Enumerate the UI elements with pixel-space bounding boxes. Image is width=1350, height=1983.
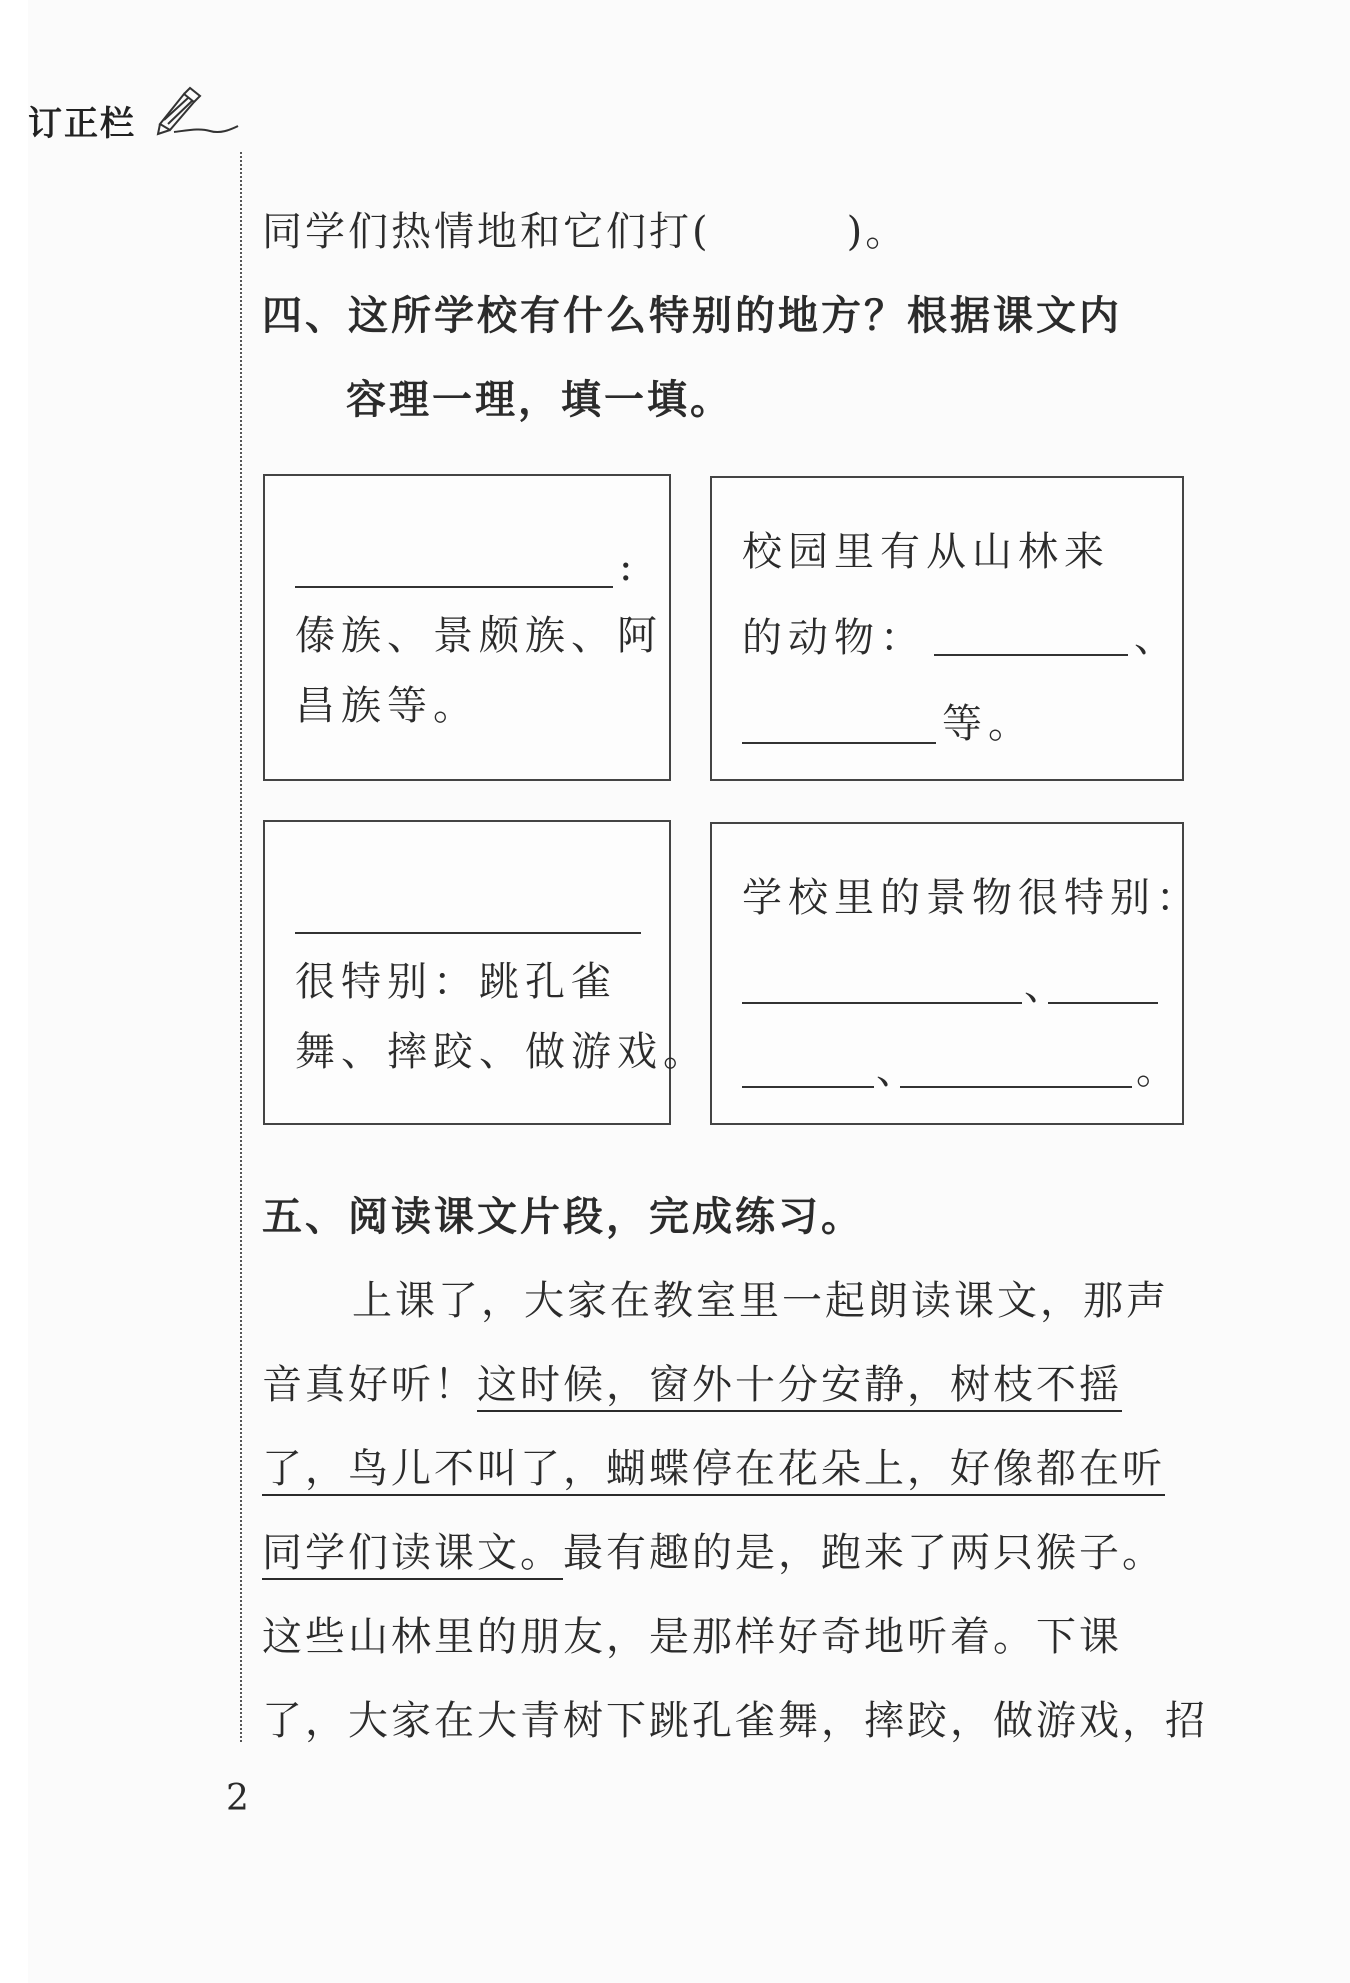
passage-line [262, 1511, 1192, 1595]
answer-blank[interactable] [1048, 1002, 1158, 1004]
info-box-ethnic-groups [263, 474, 671, 781]
box3-line3: 舞、摔跤、做游戏。 [295, 1029, 709, 1075]
section5-heading: 五、阅读课文片段，完成练习。 [262, 1194, 864, 1240]
section5 [262, 1175, 1208, 1763]
margin-dotted-divider [240, 152, 242, 1742]
answer-blank[interactable] [742, 742, 936, 744]
answer-blank[interactable] [742, 1086, 874, 1088]
answer-blank[interactable] [295, 932, 641, 934]
passage-line [262, 1343, 1192, 1427]
box2-line2: 的动物： [742, 615, 926, 661]
page-edge [0, 0, 28, 1983]
passage-text: 最有趣的是，跑来了两只猴子。 [563, 1530, 1165, 1576]
passage-line [262, 1427, 1192, 1511]
box1-line2: 傣族、景颇族、阿 [295, 613, 663, 659]
box1-line3: 昌族等。 [295, 683, 479, 729]
worksheet-content [262, 190, 1192, 442]
underlined-sentence: 这时候，窗外十分安静，树枝不摇 [477, 1362, 1122, 1408]
info-box-animals [710, 476, 1184, 781]
pencil-icon [150, 84, 240, 136]
box4-line1: 学校里的景物很特别： [742, 875, 1202, 921]
box1-colon: : [619, 544, 639, 590]
box2-end: 等。 [942, 701, 1034, 747]
box4-sep1: 、 [1024, 963, 1070, 1009]
passage-line: 了，大家在大青树下跳孔雀舞，摔跤，做游戏，招 [262, 1698, 1208, 1744]
fill-in-text-after: )。 [846, 209, 909, 255]
box3-line2: 很特别：跳孔雀 [295, 959, 617, 1005]
correction-column-title: 订正栏 [28, 104, 136, 144]
answer-blank[interactable] [742, 1002, 1022, 1004]
box2-line1: 校园里有从山林来 [742, 529, 1110, 575]
passage-text: 音真好听！ [262, 1362, 477, 1408]
answer-blank[interactable] [900, 1086, 1132, 1088]
answer-blank[interactable] [934, 654, 1128, 656]
section4-heading-line2: 容理一理，填一填。 [346, 377, 733, 423]
page-number: 2 [226, 1778, 249, 1819]
section4-heading-line1: 四、这所学校有什么特别的地方？根据课文内 [262, 293, 1122, 339]
box4-sep2: 、 [876, 1047, 922, 1093]
box2-comma: 、 [1134, 615, 1180, 661]
answer-blank[interactable] [295, 586, 613, 588]
fill-in-text-before: 同学们热情地和它们打( [262, 209, 711, 255]
info-box-activities [263, 820, 709, 1125]
underlined-sentence: 了，鸟儿不叫了，蝴蝶停在花朵上，好像都在听 [262, 1446, 1165, 1492]
box4-end: 。 [1136, 1047, 1182, 1093]
info-box-scenery [710, 822, 1202, 1125]
fill-in-line [262, 190, 1192, 274]
passage-line: 这些山林里的朋友，是那样好奇地听着。下课 [262, 1614, 1122, 1660]
passage-line: 上课了，大家在教室里一起朗读课文，那声 [352, 1278, 1169, 1324]
underlined-sentence: 同学们读课文。 [262, 1530, 563, 1576]
